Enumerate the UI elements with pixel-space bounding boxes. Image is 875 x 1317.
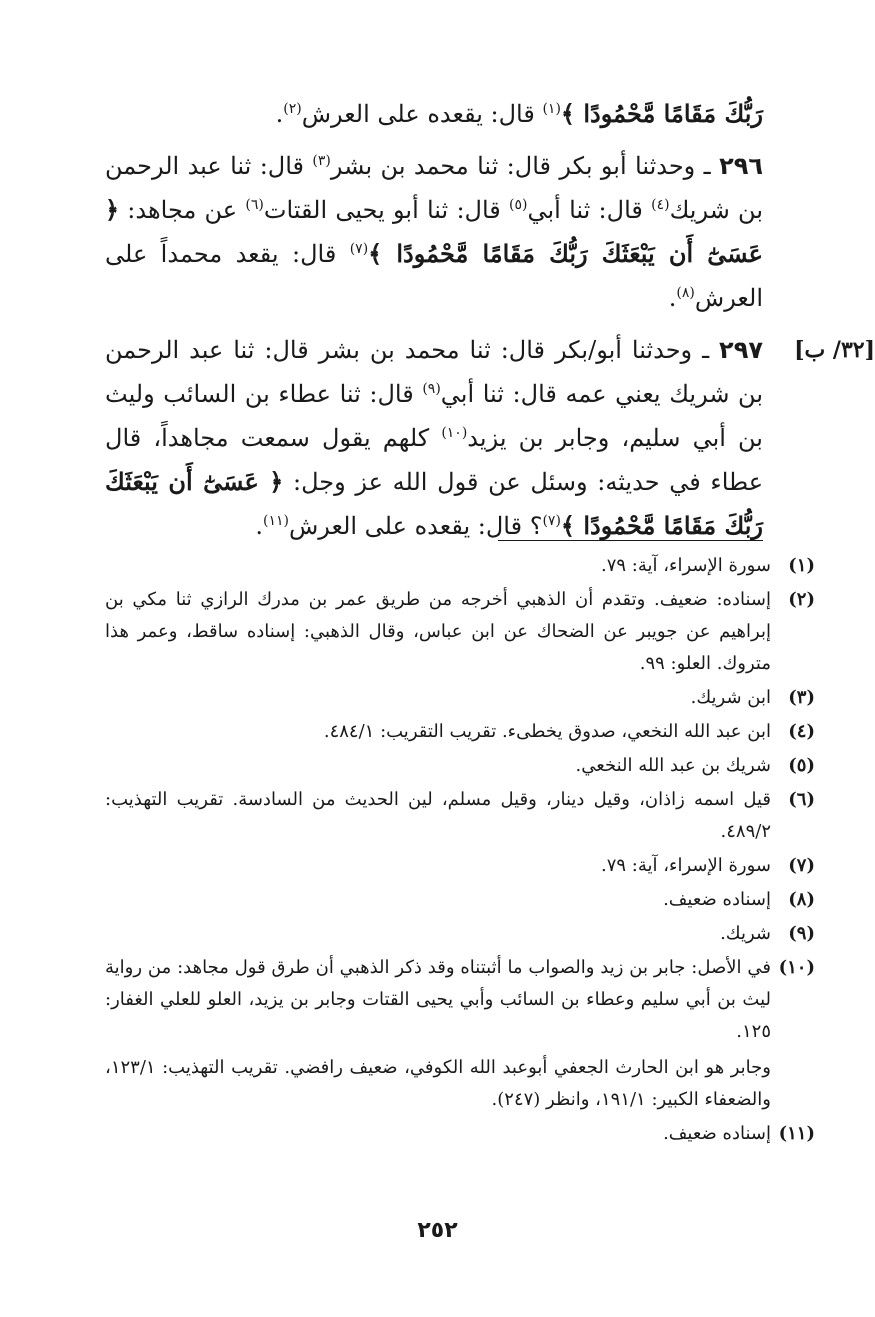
footnote-4	[105, 716, 815, 748]
text-run: كلهم يقول سمعت مجاهداً، قال عطاء في حديثه: وسئل عن قول الله عز وجل:	[105, 424, 764, 496]
quran-verse: ﴿ عَسَىٰٓ أَن يَبْعَثَكَ رَبُّكَ مَقَامًا مَّحْمُودًا ﴾	[105, 195, 763, 268]
footnote-text: إسناده ضعيف.	[663, 1123, 771, 1144]
footnote-text: شريك بن عبد الله النخعي.	[575, 755, 771, 776]
footnote-10-continuation: وجابر هو ابن الحارث الجعفي أبوعبد الله الكوفي، ضعيف رافضي. تقريب التهذيب: ١٢٣/١، والضعفاء الكبير: ١٩١/١، وانظر (٢٤٧).	[105, 1057, 771, 1110]
footnote-text: قيل اسمه زاذان، وقيل دينار، وقيل مسلم، لين الحديث من السادسة. تقريب التهذيب: ٤٨٩/٢.	[105, 789, 771, 842]
main-text	[105, 92, 875, 556]
footnote-text: إسناده: ضعيف. وتقدم أن الذهبي أخرجه من طريق عمر بن مدرك الرازي ثنا مكي بن إبراهيم عن جويبر عن الضحاك عن ابن عباس، وقال الذهبي: إسناده ساقط، وعمر هذا متروك. العلو: ٩٩.	[105, 589, 771, 674]
hadith-number: ٢٩٧	[719, 336, 763, 364]
hadith-297	[105, 328, 875, 548]
footnote-text: في الأصل: جابر بن زيد والصواب ما أثبتناه وقد ذكر الذهبي أن طرق قول مجاهد: من رواية ليث بن أبي سليم وعطاء بن السائب وأبي يحيى القتات وجابر بن يزيد، العلو للعلي الغفار: ١٢٥.	[105, 957, 771, 1042]
footnote-ref[interactable]: (٧)	[349, 241, 369, 257]
footnote-ref[interactable]: (١٠)	[441, 425, 468, 441]
footnote-9	[105, 918, 815, 950]
page-number: ٢٥٢	[417, 1218, 458, 1243]
footnote-label: (٨)	[788, 889, 815, 910]
footnote-separator	[498, 540, 763, 541]
footnote-label: (٩)	[788, 923, 815, 944]
hadith-296	[105, 144, 763, 320]
footnote-text: شريك.	[720, 923, 771, 944]
footnote-ref[interactable]: (٤)	[651, 197, 670, 213]
footnote-ref[interactable]: (٢)	[283, 101, 302, 117]
punct: .	[275, 100, 284, 128]
text-run: قال: ثنا أبو يحيى القتات	[263, 196, 510, 224]
text-run: عن مجاهد:	[119, 196, 246, 224]
footnote-10	[105, 952, 815, 1048]
footnote-label: (٣)	[788, 687, 815, 708]
footnote-3	[105, 682, 815, 714]
footnote-label: (١)	[788, 555, 815, 576]
hadith-number: ٢٩٦	[719, 152, 764, 180]
footnote-label: (٢)	[788, 589, 815, 610]
footnote-ref[interactable]: (٥)	[509, 197, 528, 213]
footnote-ref[interactable]: (٩)	[422, 381, 441, 397]
footnote-11	[105, 1118, 815, 1150]
footnote-label: (١١)	[778, 1123, 815, 1144]
footnote-text: سورة الإسراء، آية: ٧٩.	[600, 855, 771, 876]
text-run: قال: ثنا أبي	[527, 196, 652, 224]
footnote-ref[interactable]: (١)	[542, 101, 561, 117]
footnote-8	[105, 884, 815, 916]
footnote-1	[105, 550, 815, 582]
footnote-label: (٤)	[788, 721, 815, 742]
footnote-6	[105, 784, 815, 848]
text-run: قال: يقعده على العرش	[301, 100, 543, 128]
quran-verse: ﴿ عَسَىٰٓ أَن يَبْعَثَكَ رَبُّكَ مَقَامًا مَّحْمُودًا ﴾	[105, 467, 763, 540]
footnote-ref[interactable]: (٦)	[245, 197, 264, 213]
footnote-ref[interactable]: (٧)	[542, 513, 561, 529]
footnote-ref[interactable]: (١١)	[262, 513, 289, 529]
footnote-7	[105, 850, 815, 882]
footnote-label: (٦)	[788, 789, 815, 810]
punct: .	[255, 512, 263, 540]
manuscript-folio-marker: [٣٢/ ب]	[794, 337, 875, 363]
quran-verse: رَبُّكَ مَقَامًا مَّحْمُودًا ﴾	[560, 99, 763, 128]
continuation-line	[105, 92, 763, 136]
footnote-label: (٥)	[788, 755, 815, 776]
footnote-5	[105, 750, 815, 782]
text-run: قال: ثنا عبد الرحمن بن شريك	[105, 152, 764, 224]
footnote-2	[105, 584, 815, 680]
text-run: قال: يقعد محمداً على العرش	[105, 240, 763, 312]
text-run: قال: ثنا عطاء بن السائب وليث بن أبي سليم، وجابر بن يزيد	[105, 380, 763, 452]
footnote-ref[interactable]: (٣)	[312, 153, 331, 169]
footnote-label: (٧)	[788, 855, 815, 876]
text-run: ـ وحدثنا أبو بكر قال: ثنا محمد بن بشر	[330, 152, 720, 180]
footnote-text: سورة الإسراء، آية: ٧٩.	[600, 555, 771, 576]
text-run: ؟ قال: يقعده على العرش	[288, 512, 543, 540]
punct: .	[668, 284, 677, 312]
footnote-text: ابن عبد الله النخعي، صدوق يخطىء. تقريب التقريب: ٤٨٤/١.	[323, 721, 771, 742]
text-run: ـ وحدثنا أبو/بكر قال: ثنا محمد بن بشر قال: ثنا عبد الرحمن بن شريك يعني عمه قال: ثنا أبي	[105, 336, 763, 408]
footnote-text: إسناده ضعيف.	[663, 889, 771, 910]
footnotes	[105, 550, 815, 1152]
footnote-text: ابن شريك.	[690, 687, 771, 708]
footnote-ref[interactable]: (٨)	[676, 285, 695, 301]
footnote-label: (١٠)	[778, 957, 815, 978]
